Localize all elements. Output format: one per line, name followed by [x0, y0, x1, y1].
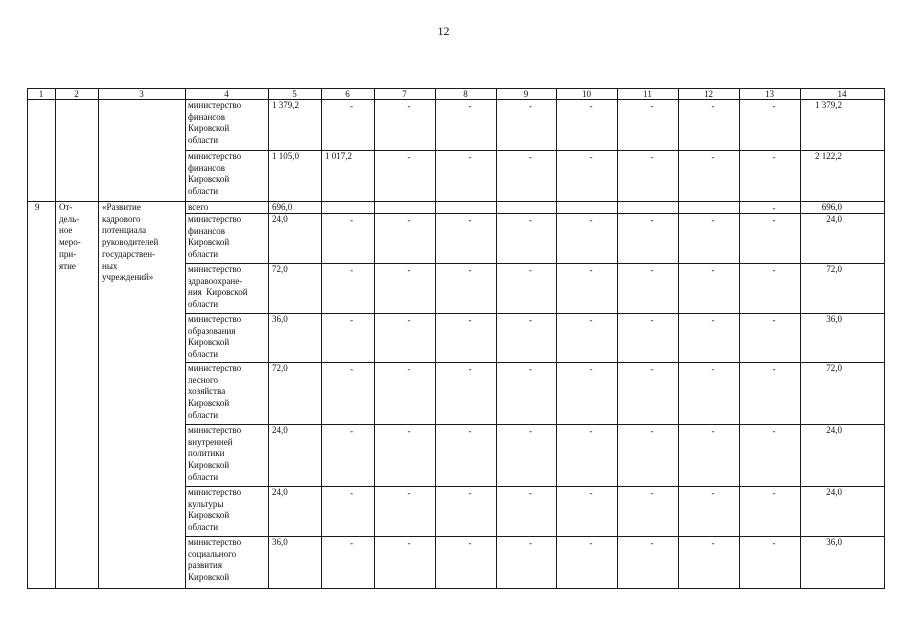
column-rule — [185, 88, 186, 589]
empty-mark: - — [589, 426, 593, 436]
empty-mark: - — [711, 426, 715, 436]
empty-mark: - — [711, 315, 715, 325]
executor-cell: министерство образования Кировской области — [188, 314, 242, 360]
empty-mark: - — [468, 101, 472, 111]
empty-mark: - — [468, 315, 472, 325]
column-rule — [374, 88, 375, 589]
empty-mark: - — [407, 152, 411, 162]
empty-mark: - — [350, 265, 354, 275]
amount-value: 696,0 — [272, 202, 293, 212]
empty-mark: - — [589, 364, 593, 374]
empty-mark: - — [407, 538, 411, 548]
empty-mark: - — [350, 364, 354, 374]
empty-mark: - — [772, 426, 776, 436]
empty-mark: - — [529, 364, 532, 374]
empty-mark: - — [407, 265, 411, 275]
row-rule — [185, 536, 885, 537]
empty-mark: - — [772, 538, 776, 548]
empty-mark: - — [350, 101, 354, 111]
empty-mark: - — [772, 265, 776, 275]
total-value: 1 379,2 — [815, 100, 842, 110]
column-rule — [678, 88, 679, 589]
empty-mark: - — [772, 203, 776, 213]
empty-mark: - — [589, 265, 593, 275]
empty-mark: - — [407, 488, 411, 498]
amount-value: 1 379,2 — [272, 100, 299, 110]
column-rule — [435, 88, 436, 589]
amount-value: 24,0 — [272, 425, 288, 435]
amount-value: 1 105,0 — [272, 151, 299, 161]
empty-mark: - — [650, 215, 654, 225]
column-header: 7 — [402, 89, 407, 99]
amount-value: 24,0 — [272, 214, 288, 224]
empty-mark: - — [589, 538, 593, 548]
column-rule — [27, 88, 28, 589]
amount-value: 1 017,2 — [325, 151, 352, 161]
empty-mark: - — [650, 265, 654, 275]
executor-cell: министерство внутренней политики Кировской области — [188, 425, 242, 482]
empty-mark: - — [650, 101, 654, 111]
empty-mark: - — [650, 315, 654, 325]
amount-value: 36,0 — [272, 537, 288, 547]
column-rule — [496, 88, 497, 589]
column-header: 3 — [139, 89, 144, 99]
total-value: 24,0 — [826, 487, 842, 497]
empty-mark: - — [468, 152, 472, 162]
executor-cell: министерство культуры Кировской области — [188, 487, 242, 533]
row-rule — [185, 362, 885, 363]
empty-mark: - — [772, 152, 776, 162]
item-number: 9 — [35, 202, 40, 212]
amount-value: 72,0 — [272, 363, 288, 373]
empty-mark: - — [589, 101, 593, 111]
column-rule — [739, 88, 740, 589]
empty-mark: - — [650, 426, 654, 436]
column-header: 13 — [765, 89, 774, 99]
total-label: всего — [188, 202, 209, 212]
empty-mark: - — [650, 152, 654, 162]
empty-mark: - — [650, 538, 654, 548]
total-value: 36,0 — [826, 314, 842, 324]
row-rule — [185, 486, 885, 487]
column-rule — [268, 88, 269, 589]
empty-mark: - — [589, 215, 593, 225]
column-header: 14 — [837, 89, 847, 99]
empty-mark: - — [350, 488, 354, 498]
empty-mark: - — [772, 315, 776, 325]
empty-mark: - — [407, 215, 411, 225]
row-rule — [185, 313, 885, 314]
item-type: От- дель- ное меро- при- ятие — [59, 202, 81, 271]
row-rule — [185, 263, 885, 264]
column-header: 5 — [292, 89, 297, 99]
empty-mark: - — [350, 426, 354, 436]
empty-mark: - — [529, 488, 532, 498]
empty-mark: - — [529, 265, 532, 275]
amount-value: 36,0 — [272, 314, 288, 324]
column-rule — [617, 88, 618, 589]
empty-mark: - — [468, 538, 472, 548]
empty-mark: - — [529, 101, 532, 111]
empty-mark: - — [711, 152, 715, 162]
column-header: 6 — [345, 89, 350, 99]
item-name: «Развитие кадрового потенциала руководителей государствен- ных учреждений» — [102, 202, 159, 283]
column-rule — [321, 88, 322, 589]
empty-mark: - — [711, 265, 715, 275]
total-value: 24,0 — [826, 214, 842, 224]
empty-mark: - — [772, 101, 776, 111]
row-rule — [27, 588, 885, 589]
empty-mark: - — [350, 315, 354, 325]
row-rule — [185, 424, 885, 425]
column-header: 2 — [74, 89, 79, 99]
empty-mark: - — [589, 315, 593, 325]
column-rule — [884, 88, 885, 589]
executor-cell: министерство лесного хозяйства Кировской области — [188, 363, 242, 420]
empty-mark: - — [711, 364, 715, 374]
amount-value: 72,0 — [272, 264, 288, 274]
column-header: 1 — [38, 89, 44, 99]
empty-mark: - — [468, 364, 472, 374]
column-header: 10 — [582, 89, 591, 99]
empty-mark: - — [529, 538, 532, 548]
empty-mark: - — [772, 488, 776, 498]
empty-mark: - — [407, 364, 411, 374]
empty-mark: - — [711, 488, 715, 498]
empty-mark: - — [350, 215, 354, 225]
empty-mark: - — [468, 488, 472, 498]
total-value: 72,0 — [826, 363, 842, 373]
empty-mark: - — [772, 215, 776, 225]
column-rule — [55, 88, 56, 589]
empty-mark: - — [529, 215, 532, 225]
empty-mark: - — [468, 426, 472, 436]
executor-cell: министерство здравоохране- ния Кировской области — [188, 264, 248, 310]
empty-mark: - — [407, 101, 411, 111]
column-rule — [800, 88, 801, 589]
empty-mark: - — [529, 152, 532, 162]
column-header: 9 — [523, 89, 529, 99]
total-value: 696,0 — [821, 202, 842, 212]
column-header: 8 — [463, 89, 468, 99]
empty-mark: - — [711, 538, 715, 548]
empty-mark: - — [407, 315, 411, 325]
empty-mark: - — [711, 101, 715, 111]
empty-mark: - — [650, 488, 654, 498]
empty-mark: - — [589, 152, 593, 162]
total-value: 24,0 — [826, 425, 842, 435]
empty-mark: - — [468, 215, 472, 225]
amount-value: 24,0 — [272, 487, 288, 497]
column-header: 11 — [643, 89, 652, 99]
empty-mark: - — [468, 265, 472, 275]
executor-cell: министерство финансов Кировской области — [188, 214, 242, 260]
empty-mark: - — [407, 426, 411, 436]
empty-mark: - — [772, 364, 776, 374]
empty-mark: - — [711, 215, 715, 225]
page-number: 12 — [437, 24, 450, 38]
total-value: 2 122,2 — [815, 151, 842, 161]
total-value: 72,0 — [826, 264, 842, 274]
empty-mark: - — [589, 488, 593, 498]
total-value: 36,0 — [826, 537, 842, 547]
empty-mark: - — [529, 426, 532, 436]
column-header: 12 — [704, 89, 713, 99]
executor-cell: министерство финансов Кировской области — [188, 100, 242, 146]
column-rule — [556, 88, 557, 589]
column-header: 4 — [224, 89, 229, 99]
empty-mark: - — [650, 364, 654, 374]
executor-cell: министерство социального развития Кировской — [188, 537, 242, 583]
empty-mark: - — [529, 315, 532, 325]
empty-mark: - — [350, 538, 354, 548]
executor-cell: министерство финансов Кировской области — [188, 151, 242, 197]
column-rule — [98, 88, 99, 589]
